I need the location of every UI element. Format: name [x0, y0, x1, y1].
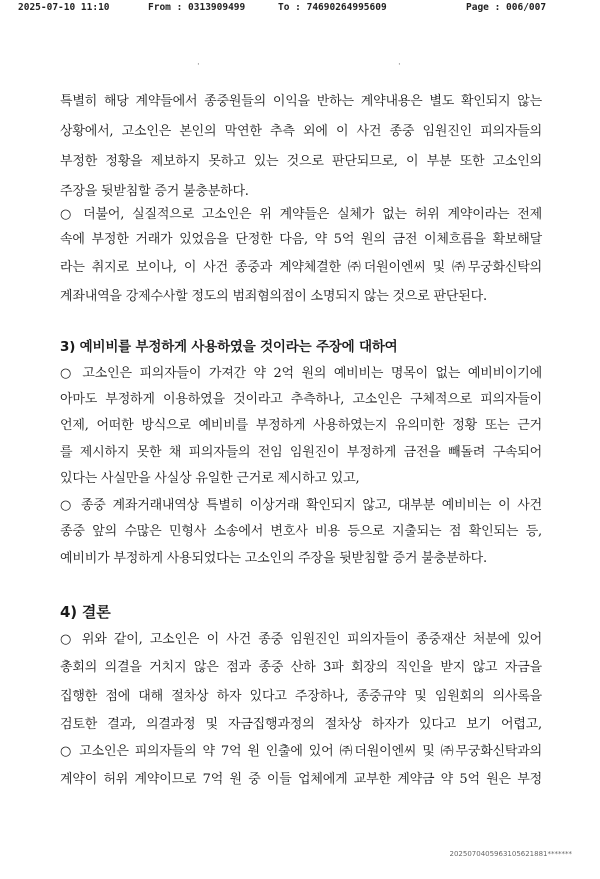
body-line: 있다는 사실만을 사실상 유일한 근거로 제시하고 있고,	[60, 471, 360, 486]
body-line: 특별히 해당 계약들에서 종중원들의 이익을 반하는 계약내용은 별도 확인되지 않는	[60, 94, 542, 109]
body-line: 계약이 허위 계약이므로 7억 원 중 이들 업체에게 교부한 계약금 약 5억 원은 부정	[60, 772, 542, 787]
body-line: ○ 더불어, 실질적으로 고소인은 위 계약들은 실체가 없는 허위 계약이라는 전제	[60, 207, 542, 222]
body-line: 종중 앞의 수많은 민형사 소송에서 변호사 비용 등으로 지출되는 점 확인되는 등,	[60, 524, 542, 539]
scan-mark: ·	[197, 60, 200, 70]
body-line: 상황에서, 고소인은 본인의 막연한 추측 외에 이 사건 종중 임원진인 피의자들의	[60, 124, 542, 139]
body-line: ○ 고소인은 피의자들이 가져간 약 2억 원의 예비비는 명목이 없는 예비비이기에	[60, 366, 542, 381]
fax-page: Page : 006/007	[466, 2, 547, 13]
body-line: 주장을 뒷받침할 증거 불충분하다.	[60, 184, 249, 199]
body-line: 총회의 의결을 거치지 않은 점과 종중 산하 3파 회장의 직인을 받지 않고 자금을	[60, 660, 542, 675]
body-line: 검토한 결과, 의결과정 및 자금집행과정의 절차상 하자가 있다고 보기 어렵고,	[60, 717, 542, 732]
body-line: 예비비가 부정하게 사용되었다는 고소인의 주장을 뒷받침할 증거 불충분하다.	[60, 551, 487, 566]
section-heading: 4) 결론	[60, 603, 111, 621]
fax-datetime: 2025-07-10 11:10	[18, 2, 110, 13]
body-line: 를 제시하지 못한 채 피의자들의 전임 임원진이 부정하게 금전을 빼돌려 구속되어	[60, 445, 542, 460]
scan-mark: ·	[398, 60, 401, 70]
body-line: 언제, 어떠한 방식으로 예비비를 부정하게 사용하였는지 유의미한 정황 또는 근거	[60, 418, 542, 433]
body-line: 부정한 정황을 제보하지 못하고 있는 것으로 판단되므로, 이 부분 또한 고소인의	[60, 154, 542, 169]
body-line: ○ 고소인은 피의자들의 약 7억 원 인출에 있어 ㈜더원이엔씨 및 ㈜무궁화신탁과의	[60, 744, 542, 759]
body-line: 라는 취지로 보이나, 이 사건 종중과 계약체결한 ㈜더원이엔씨 및 ㈜무궁화신탁의	[60, 260, 542, 275]
body-line: ○ 위와 같이, 고소인은 이 사건 종중 임원진인 피의자들이 종중재산 처분에 있어	[60, 632, 542, 647]
fax-header	[0, 0, 600, 18]
body-line: ○ 종중 계좌거래내역상 특별히 이상거래 확인되지 않고, 대부분 예비비는 이 사건	[60, 498, 542, 513]
fax-to: To : 74690264995609	[278, 2, 387, 13]
section-heading: 3) 예비비를 부정하게 사용하였을 것이라는 주장에 대하여	[60, 339, 398, 355]
fax-from: From : 0313909499	[148, 2, 246, 13]
body-line: 집행한 점에 대해 절차상 하자 있다고 주장하나, 종중규약 및 임원회의 의사록을	[60, 689, 542, 704]
body-line: 계좌내역을 강제수사할 정도의 범죄혐의점이 소명되지 않는 것으로 판단된다.	[60, 289, 487, 304]
body-line: 아마도 부정하게 이용하였을 것이라고 추측하나, 고소인은 구체적으로 피의자들이	[60, 392, 542, 407]
footer-document-id: 2025070405963105621881*******	[449, 850, 572, 858]
body-line: 속에 부정한 거래가 있었음을 단정한 다음, 약 5억 원의 금전 이체흐름을 확보해달	[60, 232, 542, 247]
